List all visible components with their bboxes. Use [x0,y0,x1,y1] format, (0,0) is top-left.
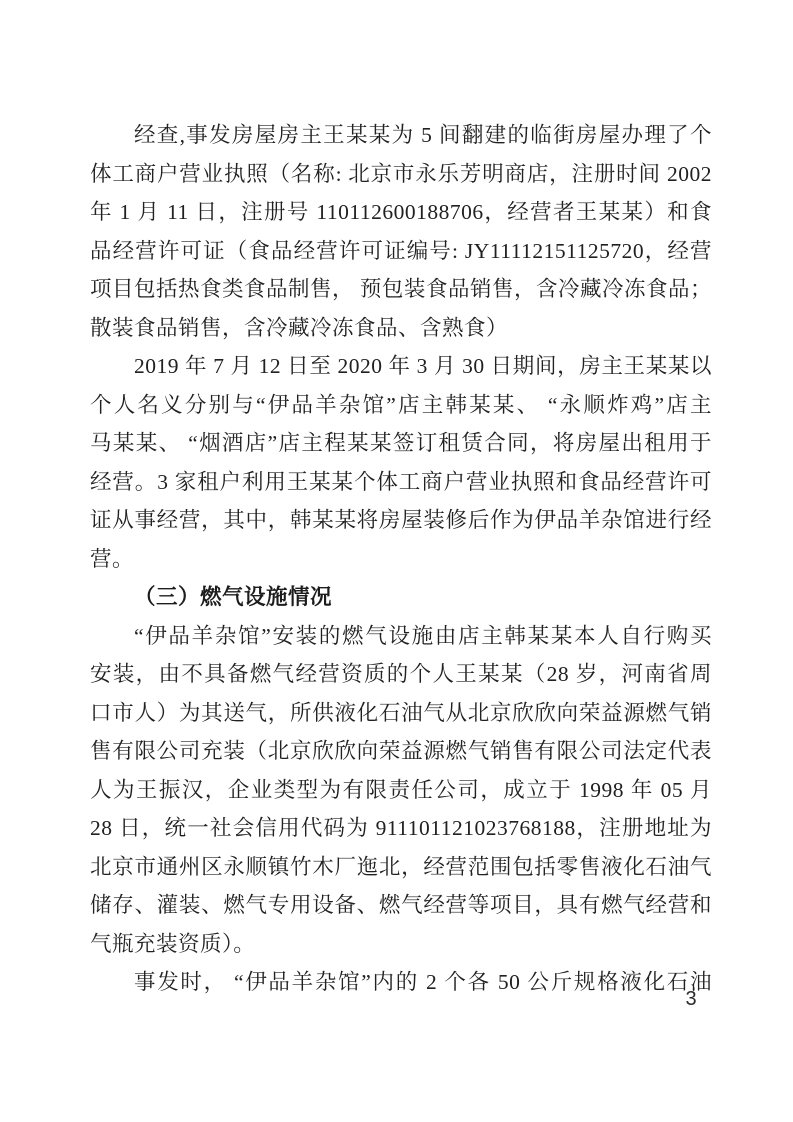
text-line: 营。 [90,546,135,571]
text-line: 马某某、 “烟酒店”店主程某某签订租赁合同，将房屋出租用于 [90,431,712,455]
text-line: 经营。3 家租户利用王某某个体工商户营业执照和食品经营许可 [90,469,712,494]
text-line: 口市人）为其送气，所供液化石油气从北京欣欣向荣益源燃气销 [90,700,712,725]
section-heading: （三）燃气设施情况 [134,585,333,609]
text-line: 安装，由不具备燃气经营资质的个人王某某（28 岁，河南省周 [90,662,712,686]
text-line: 体工商户营业执照（名称: 北京市永乐芳明商店，注册时间 2002 [90,161,712,186]
text-line: 证从事经营，其中，韩某某将房屋装修后作为伊品羊杂馆进行经 [90,508,712,532]
text-line: 年 1 月 11 日，注册号 110112600188706，经营者王某某）和食 [90,200,712,224]
text-line: 品经营许可证（食品经营许可证编号: JY11112151125720，经营 [90,238,712,263]
text-line: 项目包括热食类食品制售， 预包装食品销售，含冷藏冷冻食品； [90,277,712,301]
text-line: 事发时， “伊品羊杂馆”内的 2 个各 50 公斤规格液化石油 [134,970,712,994]
text-block [90,116,712,1002]
text-line: 人为王振汉，企业类型为有限责任公司，成立于 1998 年 05 月 [90,777,712,802]
text-line: 北京市通州区永顺镇竹木厂迤北，经营范围包括零售液化石油气 [90,854,712,879]
page-number: 3 [685,988,697,1010]
text-line: 散装食品销售，含冷藏冷冻食品、含熟食） [90,315,509,340]
text-line: 经查,事发房屋房主王某某为 5 间翻建的临街房屋办理了个 [134,123,712,147]
text-line: 2019 年 7 月 12 日至 2020 年 3 月 30 日期间，房主王某某以 [134,354,712,378]
text-line: “伊品羊杂馆”安装的燃气设施由店主韩某某本人自行购买 [134,623,712,648]
text-line: 售有限公司充装（北京欣欣向荣益源燃气销售有限公司法定代表 [90,739,712,763]
text-line: 个人名义分别与“伊品羊杂馆”店主韩某某、 “永顺炸鸡”店主 [90,392,712,417]
text-line: 储存、灌装、燃气专用设备、燃气经营等项目，具有燃气经营和 [90,893,712,917]
text-line: 气瓶充装资质）。 [90,931,256,956]
text-line: 28 日，统一社会信用代码为 911101121023768188，注册地址为 [90,816,712,840]
